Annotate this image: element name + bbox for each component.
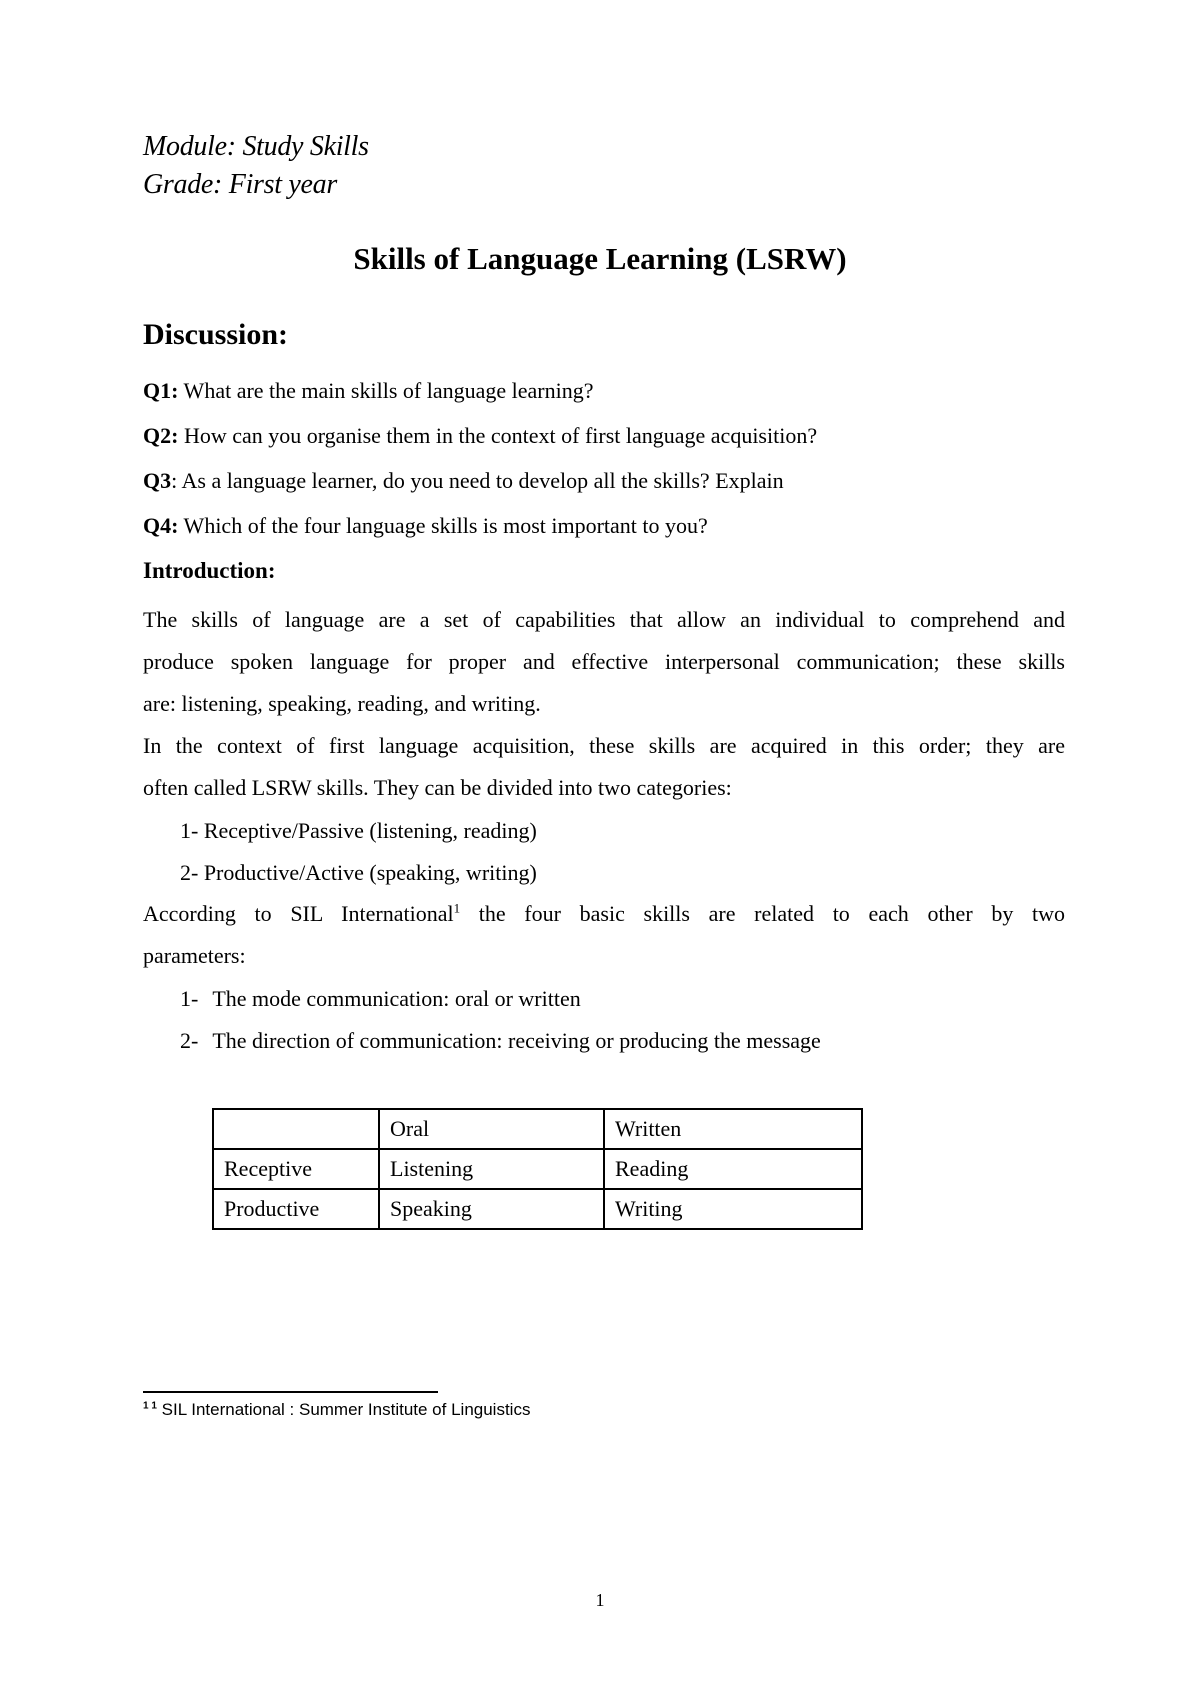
paragraph-text: the four basic skills are related to each other by two: [460, 901, 1065, 926]
question-text: What are the main skills of language learning?: [178, 378, 594, 403]
footnote-marker: 1 1: [143, 1400, 157, 1412]
paragraph-line: are: listening, speaking, reading, and writing.: [143, 691, 541, 716]
paragraph-line: often called LSRW skills. They can be divided into two categories:: [143, 775, 732, 800]
discussion-heading: Discussion:: [143, 318, 289, 351]
grade-line: Grade: First year: [143, 169, 337, 200]
table-cell: Receptive: [213, 1149, 379, 1189]
footnote-ref: 1: [453, 900, 461, 916]
paragraph-line: [143, 893, 1065, 935]
paragraph-line: The skills of language are a set of capabilities that allow an individual to comprehend and: [143, 607, 1065, 632]
category-item-1: 1- Receptive/Passive (listening, reading): [180, 818, 537, 843]
question-1: [143, 378, 593, 404]
footnote: [143, 1400, 530, 1420]
list-text: The direction of communication: receiving or producing the message: [212, 1028, 821, 1053]
list-number: 1-: [180, 986, 199, 1011]
category-item-2: 2- Productive/Active (speaking, writing): [180, 860, 537, 885]
table-header-row: [213, 1109, 862, 1149]
page-title: Skills of Language Learning (LSRW): [353, 241, 847, 276]
question-4: [143, 513, 708, 539]
question-text: : As a language learner, do you need to develop all the skills? Explain: [171, 468, 784, 493]
parameter-item-1: [180, 986, 581, 1012]
paragraph-text: According to SIL International: [143, 901, 454, 926]
footnote-separator: [143, 1391, 438, 1393]
paragraph-line: In the context of first language acquisition, these skills are acquired in this order; they are: [143, 733, 1065, 758]
table-cell: Productive: [213, 1189, 379, 1229]
question-label: Q1:: [143, 378, 179, 403]
table-cell: Oral: [379, 1109, 604, 1149]
question-text: How can you organise them in the context of first language acquisition?: [178, 423, 818, 448]
question-label: Q2:: [143, 423, 179, 448]
paragraph-line: parameters:: [143, 943, 246, 968]
intro-paragraph-1: [143, 599, 1065, 725]
question-3: [143, 468, 784, 494]
table-cell: Listening: [379, 1149, 604, 1189]
question-2: [143, 423, 817, 449]
table-cell: Speaking: [379, 1189, 604, 1229]
question-label: Q3: [143, 468, 172, 493]
table-cell: Writing: [604, 1189, 862, 1229]
table-cell: Reading: [604, 1149, 862, 1189]
skills-table: [212, 1108, 863, 1230]
table-row: [213, 1189, 862, 1229]
paragraph-line: produce spoken language for proper and effective interpersonal communication; these skills: [143, 649, 1065, 674]
page-number: 1: [595, 1590, 605, 1610]
table-cell: [213, 1109, 379, 1149]
table-row: [213, 1149, 862, 1189]
intro-paragraph-2: [143, 725, 1065, 809]
footnote-text: SIL International : Summer Institute of Linguistics: [156, 1400, 531, 1419]
question-text: Which of the four language skills is most important to you?: [178, 513, 708, 538]
list-text: The mode communication: oral or written: [212, 986, 581, 1011]
intro-paragraph-3: [143, 893, 1065, 977]
list-number: 2-: [180, 1028, 199, 1053]
module-line: Module: Study Skills: [143, 131, 369, 162]
parameter-item-2: [180, 1028, 821, 1054]
table-cell: Written: [604, 1109, 862, 1149]
question-label: Q4:: [143, 513, 179, 538]
introduction-heading: Introduction:: [143, 558, 276, 583]
